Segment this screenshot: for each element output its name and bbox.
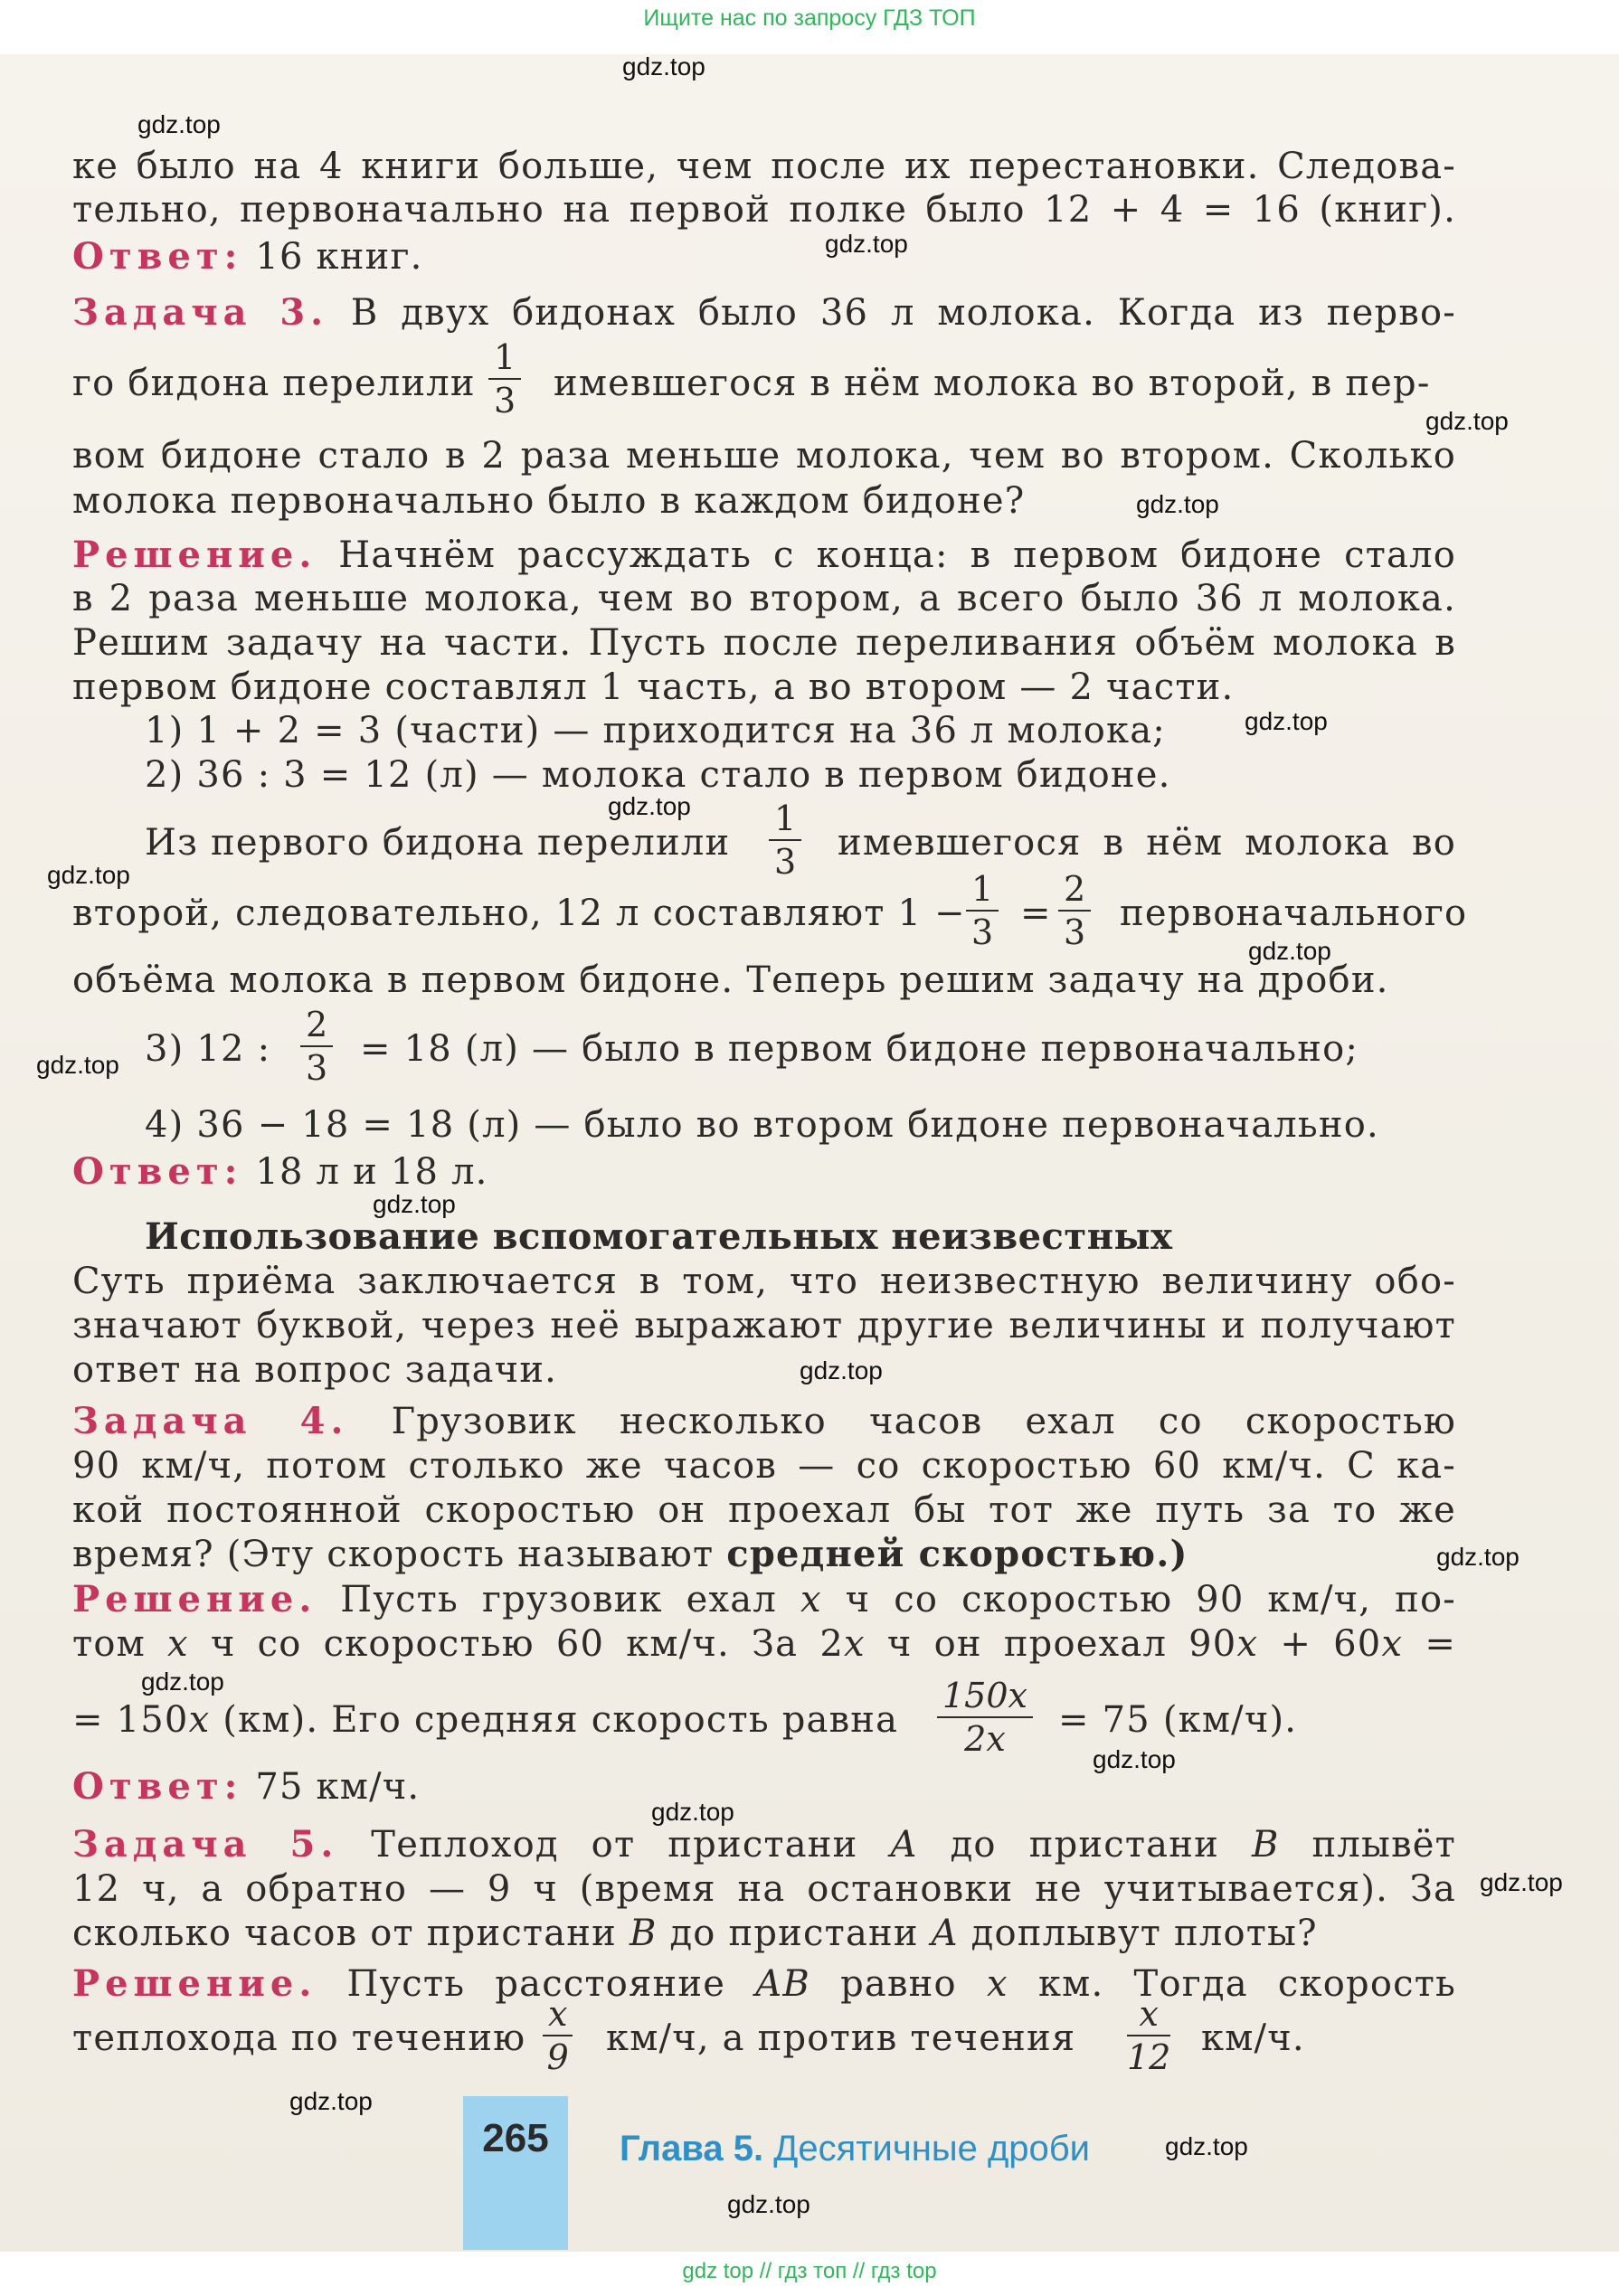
text-line: Из первого бидона перелили: [145, 822, 731, 864]
text-line: 90 км/ч, потом столько же часов — со скоростью 60 км/ч. С ка-: [72, 1445, 1456, 1487]
variable: A: [931, 1913, 959, 1954]
solution-line: [72, 1962, 1456, 2006]
text-segment: + 60: [1258, 1623, 1382, 1665]
answer-line: [72, 235, 423, 279]
watermark: gdz.top: [622, 52, 705, 80]
fraction: $\frac{1}{3}$: [769, 798, 801, 883]
text-segment: ч со скоростью 90 км/ч, по-: [821, 1579, 1457, 1620]
fraction: $\frac{2}{3}$: [300, 1004, 333, 1089]
variable: x: [800, 1579, 822, 1620]
answer-label: Ответ:: [72, 1150, 243, 1193]
top-banner: [0, 0, 1619, 54]
text-line: первом бидоне составлял 1 часть, а во втором — 2 части.: [72, 666, 1235, 708]
bottom-banner: [0, 2252, 1619, 2296]
text-segment: = 150: [72, 1699, 189, 1741]
text-line: Суть приёма заключается в том, что неизвестную величину обо-: [72, 1261, 1456, 1302]
answer-text: 16 книг.: [242, 236, 423, 278]
watermark: gdz.top: [373, 1190, 456, 1218]
text-line: теплохода по течению: [72, 2017, 526, 2059]
task-label: Задача 5.: [72, 1823, 339, 1866]
text-segment: ч со скоростью 60 км/ч. За 2: [188, 1623, 844, 1665]
step-line: 4) 36 − 18 = 18 (л) — было во втором бидоне первоначально.: [145, 1104, 1379, 1146]
variable: x: [167, 1623, 189, 1665]
text-line: ответ на вопрос задачи.: [72, 1349, 558, 1391]
step-line: = 18 (л) — было в первом бидоне первоначально;: [360, 1028, 1359, 1070]
variable: x: [987, 1963, 1008, 2005]
text-line: [72, 1622, 1456, 1666]
chapter-name: Десятичные дроби: [763, 2129, 1091, 2168]
text-line: в 2 раза меньше молока, чем во втором, а всего было 36 л молока.: [72, 578, 1456, 619]
text-segment: км. Тогда скорость: [1008, 1963, 1457, 2005]
text-line: значают буквой, через неё выражают другие величины и получают: [72, 1305, 1456, 1346]
text-line: кой постоянной скоростью он проехал бы тот же путь за то же: [72, 1489, 1456, 1531]
text-line: Решим задачу на части. Пусть после переливания объём молока в: [72, 622, 1456, 664]
solution-line: [72, 534, 1456, 577]
text-line: [72, 1698, 898, 1742]
step-line: 1) 1 + 2 = 3 (части) — приходится на 36 л молока;: [145, 710, 1166, 751]
text-line: объёма молока в первом бидоне. Теперь решим задачу на дроби.: [72, 959, 1389, 1001]
text-segment: Теплоход от пристани: [338, 1824, 891, 1866]
answer-label: Ответ:: [72, 235, 243, 278]
text-line: первоначального: [1120, 893, 1468, 934]
fraction: $\frac{1}{3}$: [488, 336, 521, 421]
fraction: $\frac{150x}{2x}$: [937, 1675, 1033, 1760]
footer-links: gdz top // гдз топ // гдз top: [682, 2259, 937, 2283]
fraction: $\frac{x}{12}$: [1127, 1994, 1171, 2077]
text-line: вом бидоне стало в 2 раза меньше молока, чем во втором. Сколько: [72, 435, 1456, 477]
variable: B: [629, 1913, 658, 1954]
text-segment: том: [72, 1623, 168, 1665]
section-heading: Использование вспомогательных неизвестных: [145, 1215, 1173, 1258]
watermark: gdz.top: [47, 861, 130, 889]
task-text: Грузовик несколько часов ехал со скоростью: [348, 1401, 1456, 1442]
text-line: го бидона перелили: [72, 363, 476, 404]
chapter-title: [620, 2129, 1090, 2169]
task-heading-line: [72, 291, 1456, 335]
textbook-page: [0, 54, 1619, 2252]
variable: x: [1381, 1623, 1404, 1665]
watermark: gdz.top: [800, 1356, 883, 1384]
answer-line: [72, 1150, 488, 1194]
solution-line: [72, 1578, 1456, 1621]
variable: A: [890, 1824, 918, 1866]
task-heading-line: [72, 1823, 1456, 1866]
text-segment: до пристани: [657, 1913, 932, 1954]
watermark: gdz.top: [141, 1668, 224, 1696]
watermark: gdz.top: [1480, 1868, 1563, 1896]
term-bold: средней скоростью.): [726, 1533, 1188, 1575]
task-label: Задача 4.: [72, 1400, 349, 1442]
answer-text: 75 км/ч.: [242, 1766, 421, 1808]
text-segment: плывёт: [1279, 1824, 1456, 1866]
watermark: gdz.top: [1425, 407, 1509, 435]
text-segment: сколько часов от пристани: [72, 1913, 630, 1954]
solution-text: Начнём рассуждать с конца: в первом бидоне стало: [317, 534, 1456, 576]
solution-label: Решение.: [72, 534, 317, 576]
text-line: имевшегося в нём молока во: [838, 822, 1456, 864]
answer-text: 18 л и 18 л.: [242, 1151, 488, 1193]
step-line: 2) 36 : 3 = 12 (л) — молока стало в первом бидоне.: [145, 754, 1171, 796]
solution-label: Решение.: [72, 1962, 317, 2005]
search-hint: Ищите нас по запросу ГДЗ ТОП: [643, 5, 976, 31]
text-segment: доплывут плоты?: [958, 1913, 1318, 1954]
text-line: 12 ч, а обратно — 9 ч (время на остановки не учитывается). За: [72, 1868, 1456, 1910]
text-line: тельно, первоначально на первой полке было 12 + 4 = 16 (книг).: [72, 189, 1456, 231]
page-number: 265: [482, 2116, 549, 2160]
text-line: км/ч, а против течения: [606, 2017, 1076, 2059]
text-segment: Пусть грузовик ехал: [317, 1579, 800, 1620]
task-heading-line: [72, 1400, 1456, 1443]
watermark: gdz.top: [651, 1798, 734, 1826]
variable: x: [1236, 1623, 1259, 1665]
chapter-label: Глава 5.: [620, 2129, 764, 2168]
text-segment: (км). Его средняя скорость равна: [210, 1699, 899, 1741]
text-line: [72, 1912, 1318, 1955]
answer-label: Ответ:: [72, 1765, 243, 1808]
watermark: gdz.top: [36, 1051, 119, 1079]
watermark: gdz.top: [1136, 490, 1219, 518]
text-line: молока первоначально было в каждом бидоне?: [72, 480, 1026, 522]
watermark: gdz.top: [727, 2190, 810, 2218]
variable: B: [1251, 1824, 1280, 1866]
text-line: имевшегося в нём молока во второй, в пер-: [554, 363, 1431, 404]
equals-sign: =: [1020, 893, 1052, 934]
text-segment: до пристани: [917, 1824, 1252, 1866]
watermark: gdz.top: [1165, 2132, 1248, 2160]
task-label: Задача 3.: [72, 291, 329, 334]
text-line: [72, 1533, 1188, 1576]
text-segment: =: [1403, 1623, 1457, 1665]
text-segment: ч он проехал 90: [865, 1623, 1237, 1665]
fraction: $\frac{x}{9}$: [543, 1993, 573, 2078]
variable: x: [843, 1623, 866, 1665]
text-segment: Пусть расстояние: [317, 1963, 756, 2005]
watermark: gdz.top: [608, 792, 691, 820]
fraction: $\frac{1}{3}$: [966, 868, 999, 953]
text-segment: время? (Эту скорость называют: [72, 1534, 727, 1575]
step-line: 3) 12 :: [145, 1028, 271, 1070]
answer-line: [72, 1765, 420, 1809]
text-line: км/ч.: [1201, 2017, 1305, 2059]
text-line: ке было на 4 книги больше, чем после их перестановки. Следова-: [72, 146, 1456, 187]
task-text: В двух бидонах было 36 л молока. Когда из перво-: [328, 292, 1456, 334]
watermark: gdz.top: [137, 110, 221, 138]
text-segment: равно: [810, 1963, 988, 2005]
watermark: gdz.top: [1436, 1543, 1520, 1571]
watermark: gdz.top: [1093, 1745, 1176, 1773]
watermark: gdz.top: [825, 230, 908, 258]
watermark: gdz.top: [1245, 707, 1328, 735]
fraction: $\frac{2}{3}$: [1058, 868, 1091, 953]
variable: x: [188, 1699, 211, 1741]
watermark: gdz.top: [289, 2087, 373, 2115]
text-line: второй, следовательно, 12 л составляют 1 −: [72, 893, 966, 934]
solution-label: Решение.: [72, 1578, 317, 1620]
watermark: gdz.top: [1248, 937, 1331, 965]
text-line: = 75 (км/ч).: [1058, 1699, 1298, 1741]
variable: AB: [755, 1963, 810, 2005]
